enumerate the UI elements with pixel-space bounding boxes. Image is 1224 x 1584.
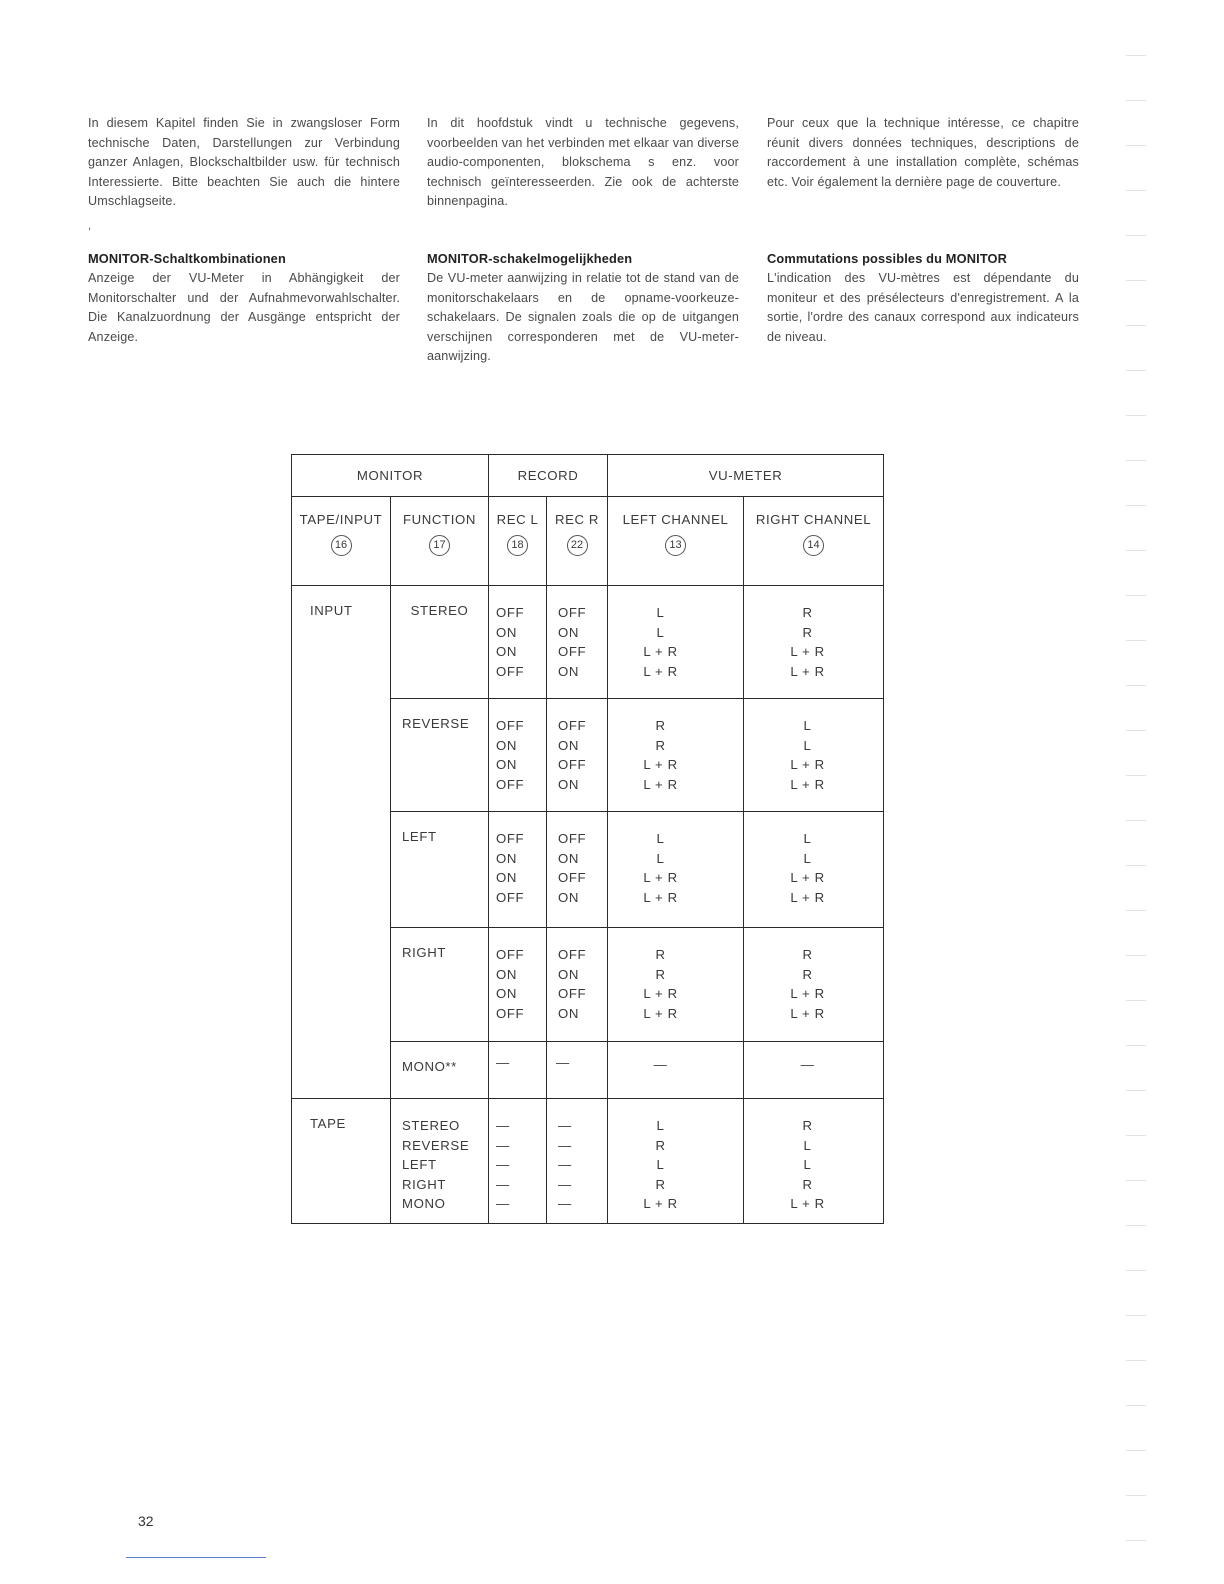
rec-r-cell: OFF ON OFF ON — [547, 586, 608, 699]
column-header-row — [292, 497, 884, 586]
rec-l-cell: — — [489, 1042, 547, 1099]
rec-r-cell: — — [547, 1042, 608, 1099]
rec-r-cell: OFF ON OFF ON — [547, 812, 608, 928]
ref-number-badge: 14 — [803, 535, 824, 556]
ref-number-badge: 13 — [665, 535, 686, 556]
column-german — [88, 114, 400, 344]
ref-number-badge: 17 — [429, 535, 450, 556]
right-channel-header: RIGHT CHANNEL 14 — [744, 497, 884, 586]
left-channel-header: LEFT CHANNEL 13 — [608, 497, 744, 586]
body-text-de: Anzeige der VU-Meter in Abhängigkeit der Monitorschalter und der Aufnahmevorwahlschalter. Die Kanalzuordnung der Ausgänge entspricht der Anzeige. — [88, 271, 400, 344]
footer-rule — [126, 1557, 266, 1558]
rec-r-cell: OFF ON OFF ON — [547, 928, 608, 1042]
left-channel-cell: — — [608, 1042, 744, 1099]
intro-text-fr: Pour ceux que la technique intéresse, ce chapitre réunit divers données techniques, descriptions de raccordement à une installation complète, schémas etc. Voir également la dernière page de couverture. — [767, 116, 1079, 189]
heading-fr: Commutations possibles du MONITOR — [767, 251, 1008, 266]
left-channel-cell: L R L R L + R — [608, 1099, 744, 1224]
group-header-row — [292, 455, 884, 497]
record-group-header: RECORD — [489, 455, 608, 497]
function-cell: STEREO REVERSE LEFT RIGHT MONO — [391, 1099, 489, 1224]
left-channel-cell: L L L + R L + R — [608, 586, 744, 699]
tape-group-label: TAPE — [292, 1099, 391, 1224]
scan-speck: , — [88, 220, 92, 232]
input-group-label: INPUT — [292, 586, 391, 1099]
column-french — [767, 114, 1079, 344]
function-header: FUNCTION 17 — [391, 497, 489, 586]
rec-r-cell: — — — — — — [547, 1099, 608, 1224]
right-channel-cell: L L L + R L + R — [744, 812, 884, 928]
body-text-fr: L'indication des VU-mètres est dépendante du moniteur et des présélecteurs d'enregistrement. A la sortie, l'ordre des canaux correspond aux indicateurs de niveau. — [767, 271, 1079, 344]
right-channel-cell: R R L + R L + R — [744, 586, 884, 699]
rec-l-cell: — — — — — — [489, 1099, 547, 1224]
heading-de: MONITOR-Schaltkombinationen — [88, 251, 286, 266]
rec-l-cell: OFF ON ON OFF — [489, 812, 547, 928]
ref-number-badge: 16 — [331, 535, 352, 556]
rec-l-cell: OFF ON ON OFF — [489, 928, 547, 1042]
right-channel-cell: L L L + R L + R — [744, 699, 884, 812]
rec-r-header: REC R 22 — [547, 497, 608, 586]
body-text-nl: De VU-meter aanwijzing in relatie tot de stand van de monitorschakelaars en de opname-voorkeuze-schakelaars. De signalen zoals die op de uitgangen verschijnen corresponderen met de VU-meter-aanwijzing. — [427, 271, 739, 364]
table-row-tape — [292, 1099, 884, 1224]
intro-text-nl: In dit hoofdstuk vindt u technische gegevens, voorbeelden van het verbinden met elkaar van diverse audio-componenten, blokschema s enz. voor technisch geïnteresseerden. Zie ook de achterste binnenpagina. — [427, 116, 739, 209]
function-cell: STEREO — [391, 586, 489, 699]
function-cell: RIGHT — [391, 928, 489, 1042]
left-channel-cell: R R L + R L + R — [608, 928, 744, 1042]
column-dutch — [427, 114, 739, 364]
monitor-switch-table — [291, 454, 884, 1224]
ref-number-badge: 22 — [567, 535, 588, 556]
page-number: 32 — [138, 1513, 154, 1529]
left-channel-cell: L L L + R L + R — [608, 812, 744, 928]
left-channel-cell: R R L + R L + R — [608, 699, 744, 812]
right-channel-cell: R L L R L + R — [744, 1099, 884, 1224]
tape-input-header: TAPE/INPUT 16 — [292, 497, 391, 586]
rec-l-cell: OFF ON ON OFF — [489, 586, 547, 699]
monitor-group-header: MONITOR — [292, 455, 489, 497]
table-row-input-stereo — [292, 586, 884, 699]
function-cell: MONO** — [391, 1042, 489, 1099]
function-cell: REVERSE — [391, 699, 489, 812]
intro-text-de: In diesem Kapitel finden Sie in zwangsloser Form technische Daten, Darstellungen zur Verbindung ganzer Anlagen, Blockschaltbilder usw. für technisch Interessierte. Bitte beachten Sie auch die hintere Umschlagseite. — [88, 116, 400, 209]
right-channel-cell: R R L + R L + R — [744, 928, 884, 1042]
ref-number-badge: 18 — [507, 535, 528, 556]
heading-nl: MONITOR-schakelmogelijkheden — [427, 251, 633, 266]
rec-l-header: REC L 18 — [489, 497, 547, 586]
rec-r-cell: OFF ON OFF ON — [547, 699, 608, 812]
vumeter-group-header: VU-METER — [608, 455, 884, 497]
rec-l-cell: OFF ON ON OFF — [489, 699, 547, 812]
function-cell: LEFT — [391, 812, 489, 928]
right-channel-cell: — — [744, 1042, 884, 1099]
